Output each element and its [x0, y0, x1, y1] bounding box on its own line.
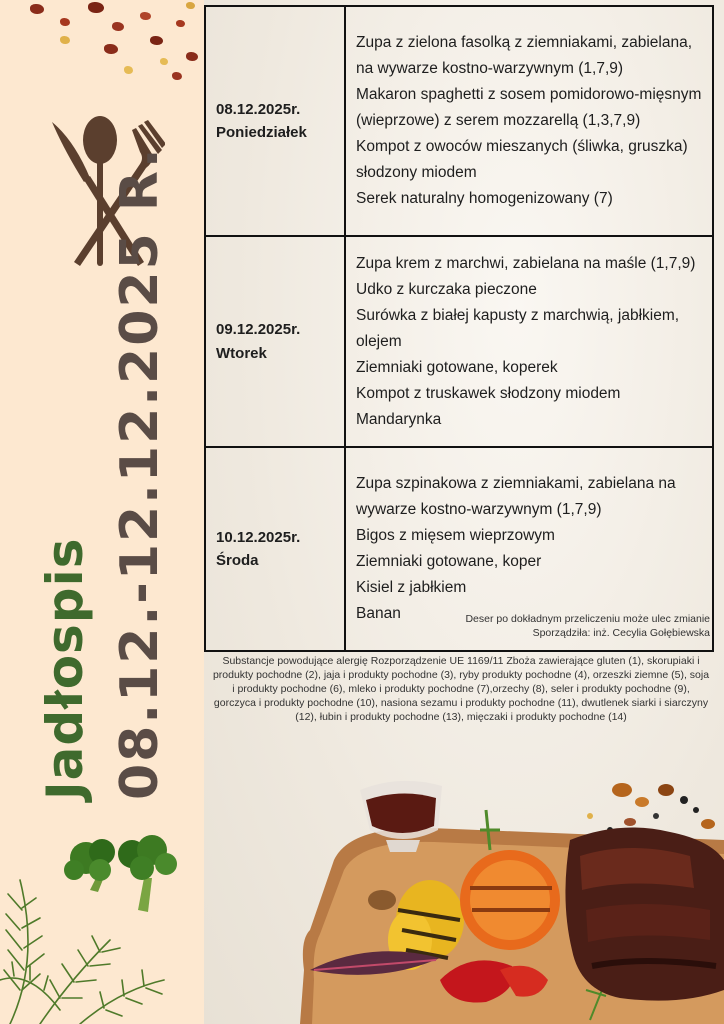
dessert-note: Deser po dokładnym przeliczeniu może ulec zmianie: [465, 613, 710, 625]
seed: [60, 36, 70, 44]
vertical-title: [36, 146, 170, 800]
dish-item: Mandarynka: [356, 410, 442, 428]
dish-item: Zupa krem z marchwi, zabielana na maśle (1,7,9): [356, 254, 696, 272]
dish-item: Serek naturalny homogenizowany (7): [356, 190, 613, 207]
dish-item: Udko z kurczaka pieczone: [356, 280, 537, 298]
dish-item: Ziemniaki gotowane, koper: [356, 553, 542, 570]
dill-illustration: [0, 870, 170, 1024]
allergens-note: Substancje powodujące alergię Rozporządzenie UE 1169/11 Zboża zawierające gluten (1), skorupiaki i produkty pochodne (2), jaja i produkty pochodne (3), ryby produkty pochodne (4), orzeszki ziemne (5), soja i produkty pochodne (6), mleko i produkty pochodne (7),orzechy (8), seler i produkty pochodne (9), gorczyca i produkty pochodne (10), nasiona sezamu i produkty pochodne (11), dwutlenek siarki i siarczyny (12), łubin i produkty pochodne (13), mięczaki i produkty pochodne (14): [212, 655, 710, 723]
table-row: [205, 6, 713, 236]
left-decorative-panel: [0, 0, 204, 1024]
spice-flake: [104, 44, 118, 54]
dish-item: Surówka z białej kapusty z marchwią, jabłkiem, olejem: [356, 306, 680, 350]
day-date: 10.12.2025r.: [216, 528, 301, 546]
spice-flake: [88, 2, 104, 13]
prepared-by: Sporządziła: inż. Cecylia Gołębiewska: [532, 627, 710, 639]
dish-item: Kompot z truskawek słodzony miodem: [356, 384, 621, 402]
spice-flake: [186, 52, 198, 61]
menu-table: [204, 5, 714, 652]
day-name: Wtorek: [216, 344, 267, 362]
seed: [124, 66, 133, 74]
day-cell: [205, 6, 345, 236]
dish-item: Kisiel z jabłkiem: [356, 579, 467, 596]
dish-item: Ziemniaki gotowane, koperek: [356, 358, 558, 376]
seed: [160, 58, 168, 65]
table-row: [205, 236, 713, 447]
dish-item: Banan: [356, 605, 401, 622]
day-date: 09.12.2025r.: [216, 321, 301, 339]
spice-flake: [150, 36, 163, 45]
spice-flake: [140, 12, 151, 20]
title-heading: Jadłospis: [36, 537, 94, 800]
day-name: Poniedziałek: [216, 124, 307, 141]
dish-item: Kompot z owoców mieszanych (śliwka, gruszka) słodzony miodem: [356, 138, 688, 181]
day-name: Środa: [216, 552, 259, 569]
title-date-range: 08.12.-12.12.2025 R.: [110, 146, 170, 800]
seed: [186, 2, 195, 9]
dish-item: Zupa szpinakowa z ziemniakami, zabielana na wywarze kostno-warzywnym (1,7,9): [356, 475, 676, 518]
day-date: 08.12.2025r.: [216, 100, 301, 118]
notes-section: [212, 612, 710, 724]
spice-flake: [60, 18, 70, 26]
dish-item: Zupa z zielona fasolką z ziemniakami, zabielana, na wywarze kostno-warzywnym (1,7,9): [356, 34, 693, 77]
dishes-cell: [345, 236, 713, 447]
dishes-cell: [345, 6, 713, 236]
spice-flake: [112, 22, 124, 31]
grilled-steak-platter-illustration: [290, 770, 724, 1024]
day-cell: [205, 236, 345, 447]
spice-flake: [176, 20, 185, 27]
dish-item: Bigos z mięsem wieprzowym: [356, 527, 555, 544]
spice-flake: [30, 4, 44, 14]
dish-item: Makaron spaghetti z sosem pomidorowo-mięsnym (wieprzowe) z serem mozzarellą (1,3,7,9): [356, 86, 702, 129]
spice-flake: [172, 72, 182, 80]
